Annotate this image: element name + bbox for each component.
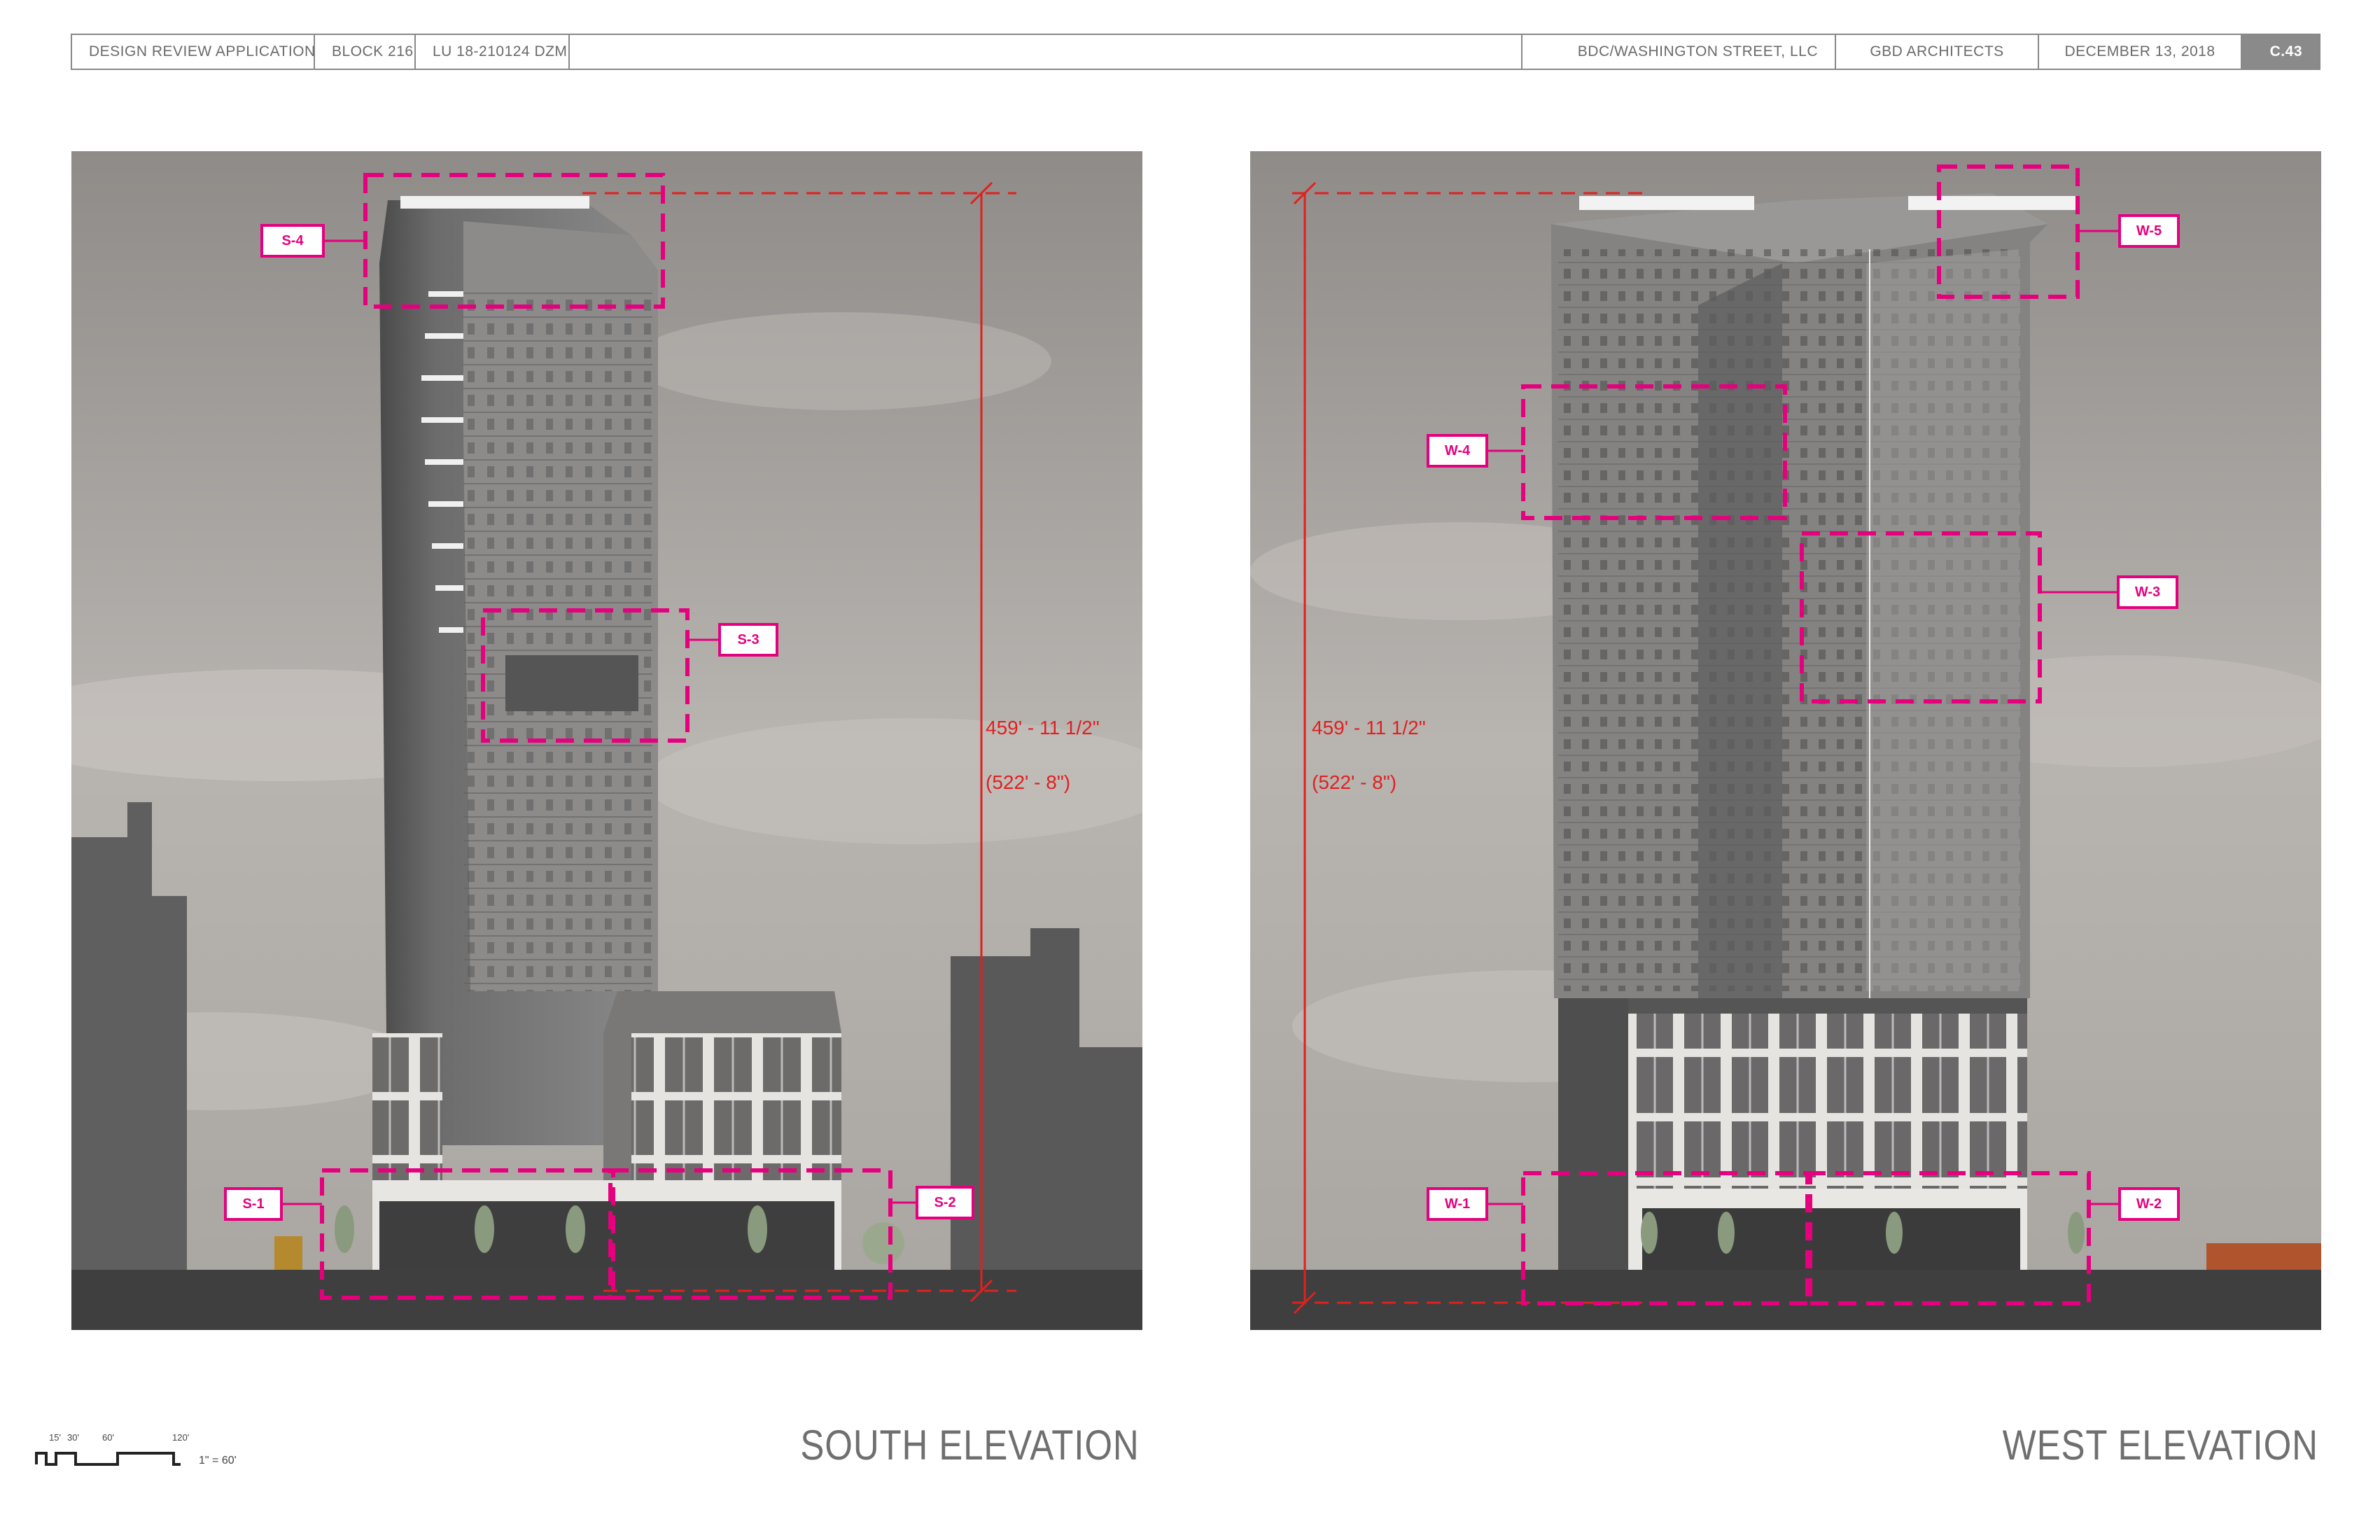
scale-tick-15: 15' (49, 1432, 61, 1443)
south-elevation-drawing (71, 151, 1142, 1330)
scale-tick-120: 120' (172, 1432, 190, 1443)
callout-w3: W-3 (2117, 575, 2178, 609)
callout-s2: S-2 (916, 1186, 974, 1219)
scale-tick-30: 30' (67, 1432, 79, 1443)
case-number: LU 18-210124 DZM (416, 35, 570, 69)
architect-name: GBD ARCHITECTS (1836, 35, 2039, 69)
callout-s1: S-1 (224, 1187, 283, 1221)
scale-ratio: 1" = 60' (199, 1455, 237, 1466)
south-elevation-caption: SOUTH ELEVATION (800, 1422, 1140, 1469)
callout-w5: W-5 (2118, 214, 2180, 248)
page-number: C.43 (2242, 35, 2319, 69)
height-dimension-alt-label: (522' - 8") (1312, 771, 1397, 793)
callout-s3: S-3 (718, 623, 778, 657)
header-spacer (570, 35, 1522, 69)
height-dimension-alt-label: (522' - 8") (986, 771, 1071, 793)
callout-w1: W-1 (1427, 1187, 1488, 1221)
block-number: BLOCK 216 (315, 35, 416, 69)
application-title: DESIGN REVIEW APPLICATION (72, 35, 315, 69)
height-dimension-label: 459' - 11 1/2" (986, 717, 1100, 738)
callout-w4: W-4 (1427, 434, 1488, 468)
owner-name: BDC/WASHINGTON STREET, LLC (1522, 35, 1836, 69)
title-block (71, 34, 2320, 70)
issue-date: DECEMBER 13, 2018 (2039, 35, 2242, 69)
callout-s4: S-4 (260, 224, 325, 258)
scale-tick-60: 60' (102, 1432, 114, 1443)
west-elevation-drawing (1250, 151, 2321, 1330)
graphic-scale (34, 1427, 258, 1469)
west-elevation-caption: WEST ELEVATION (2002, 1422, 2318, 1469)
callout-w2: W-2 (2118, 1187, 2180, 1221)
height-dimension-label: 459' - 11 1/2" (1312, 717, 1426, 738)
